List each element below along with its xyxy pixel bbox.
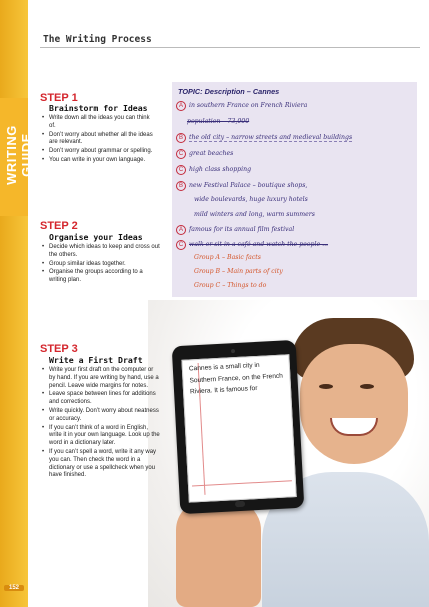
list-item: B new Festival Palace – boutique shops, xyxy=(176,181,307,191)
list-item: • Leave space between lines for additions and corrections. xyxy=(49,391,161,407)
step3-heading: STEP 3 xyxy=(40,343,78,355)
page-title: The Writing Process xyxy=(43,34,152,45)
student-face xyxy=(300,344,408,464)
step2-heading: STEP 2 xyxy=(40,220,78,232)
list-item: A in southern France on French Riviera xyxy=(176,101,307,111)
group-letter-icon: B xyxy=(176,181,186,191)
list-item: B the old city – narrow streets and medieval buildings xyxy=(176,133,352,143)
topic-notes xyxy=(172,82,417,297)
group-letter-icon: B xyxy=(176,133,186,143)
step3-bullets xyxy=(39,367,161,481)
hand xyxy=(176,500,261,607)
group-letter-icon: C xyxy=(176,165,186,175)
list-item: A famous for its annual film festival xyxy=(176,225,294,235)
camera-icon xyxy=(231,349,235,353)
group-label: Group B – Main parts of city xyxy=(194,268,283,275)
list-item: • Decide which ideas to keep and cross out the others. xyxy=(49,244,161,260)
list-item: • Write your first draft on the computer or by hand. If you are writing by hand, use a pencil. Leave wide margins for notes. xyxy=(49,367,161,390)
step3-subheading: Write a First Draft xyxy=(49,355,143,365)
step2-subheading: Organise your Ideas xyxy=(49,232,143,242)
right-eye xyxy=(360,384,374,389)
list-item: C walk or sit in a café and watch the people ... xyxy=(176,240,328,250)
title-divider xyxy=(40,47,420,48)
step1-bullets xyxy=(39,115,157,166)
group-letter-icon: A xyxy=(176,101,186,111)
list-item: • Don’t worry about whether all the ideas are relevant. xyxy=(49,132,157,148)
list-item: • You can write in your own language. xyxy=(49,157,157,165)
left-eye xyxy=(319,384,333,389)
page-number: 152 xyxy=(4,585,24,591)
margin-guide xyxy=(192,480,292,486)
side-label: WRITING GUIDE xyxy=(4,125,34,185)
side-strip xyxy=(0,0,34,607)
list-item: • Don’t worry about grammar or spelling. xyxy=(49,148,157,156)
list-item: • If you can’t think of a word in English, write it in your own language. Look up the word in a dictionary later. xyxy=(49,425,161,448)
list-item: • Write down all the ideas you can think of. xyxy=(49,115,157,131)
step1-subheading: Brainstorm for Ideas xyxy=(49,103,148,113)
topic-heading: TOPIC: Description – Cannes xyxy=(178,87,280,96)
list-item: C high class shopping xyxy=(176,165,251,175)
list-item: mild winters and long, warm summers xyxy=(194,211,315,218)
group-label: Group C – Things to do xyxy=(194,282,267,289)
group-letter-icon: C xyxy=(176,240,186,250)
list-item: population – 73,000 xyxy=(187,118,250,125)
list-item: wide boulevards, huge luxury hotels xyxy=(194,196,308,203)
tablet-screen xyxy=(181,354,296,502)
step2-bullets xyxy=(39,244,161,286)
group-label: Group A – Basic facts xyxy=(194,254,261,261)
list-item: C great beaches xyxy=(176,149,233,159)
group-letter-icon: C xyxy=(176,149,186,159)
tablet-device xyxy=(172,340,305,514)
draft-text: Cannes is a small city in Southern France, on the French Riviera. It is famous for xyxy=(188,361,284,396)
list-item: • Group similar ideas together. xyxy=(49,261,161,269)
step1-heading: STEP 1 xyxy=(40,92,78,104)
list-item: • Write quickly. Don’t worry about neatness or accuracy. xyxy=(49,408,161,424)
group-letter-icon: A xyxy=(176,225,186,235)
home-button xyxy=(235,501,245,508)
list-item: • Organise the groups according to a writing plan. xyxy=(49,269,161,285)
list-item: • If you can’t spell a word, write it any way you can. Then check the word in a dictionary or use a spellcheck when you have finished. xyxy=(49,449,161,480)
